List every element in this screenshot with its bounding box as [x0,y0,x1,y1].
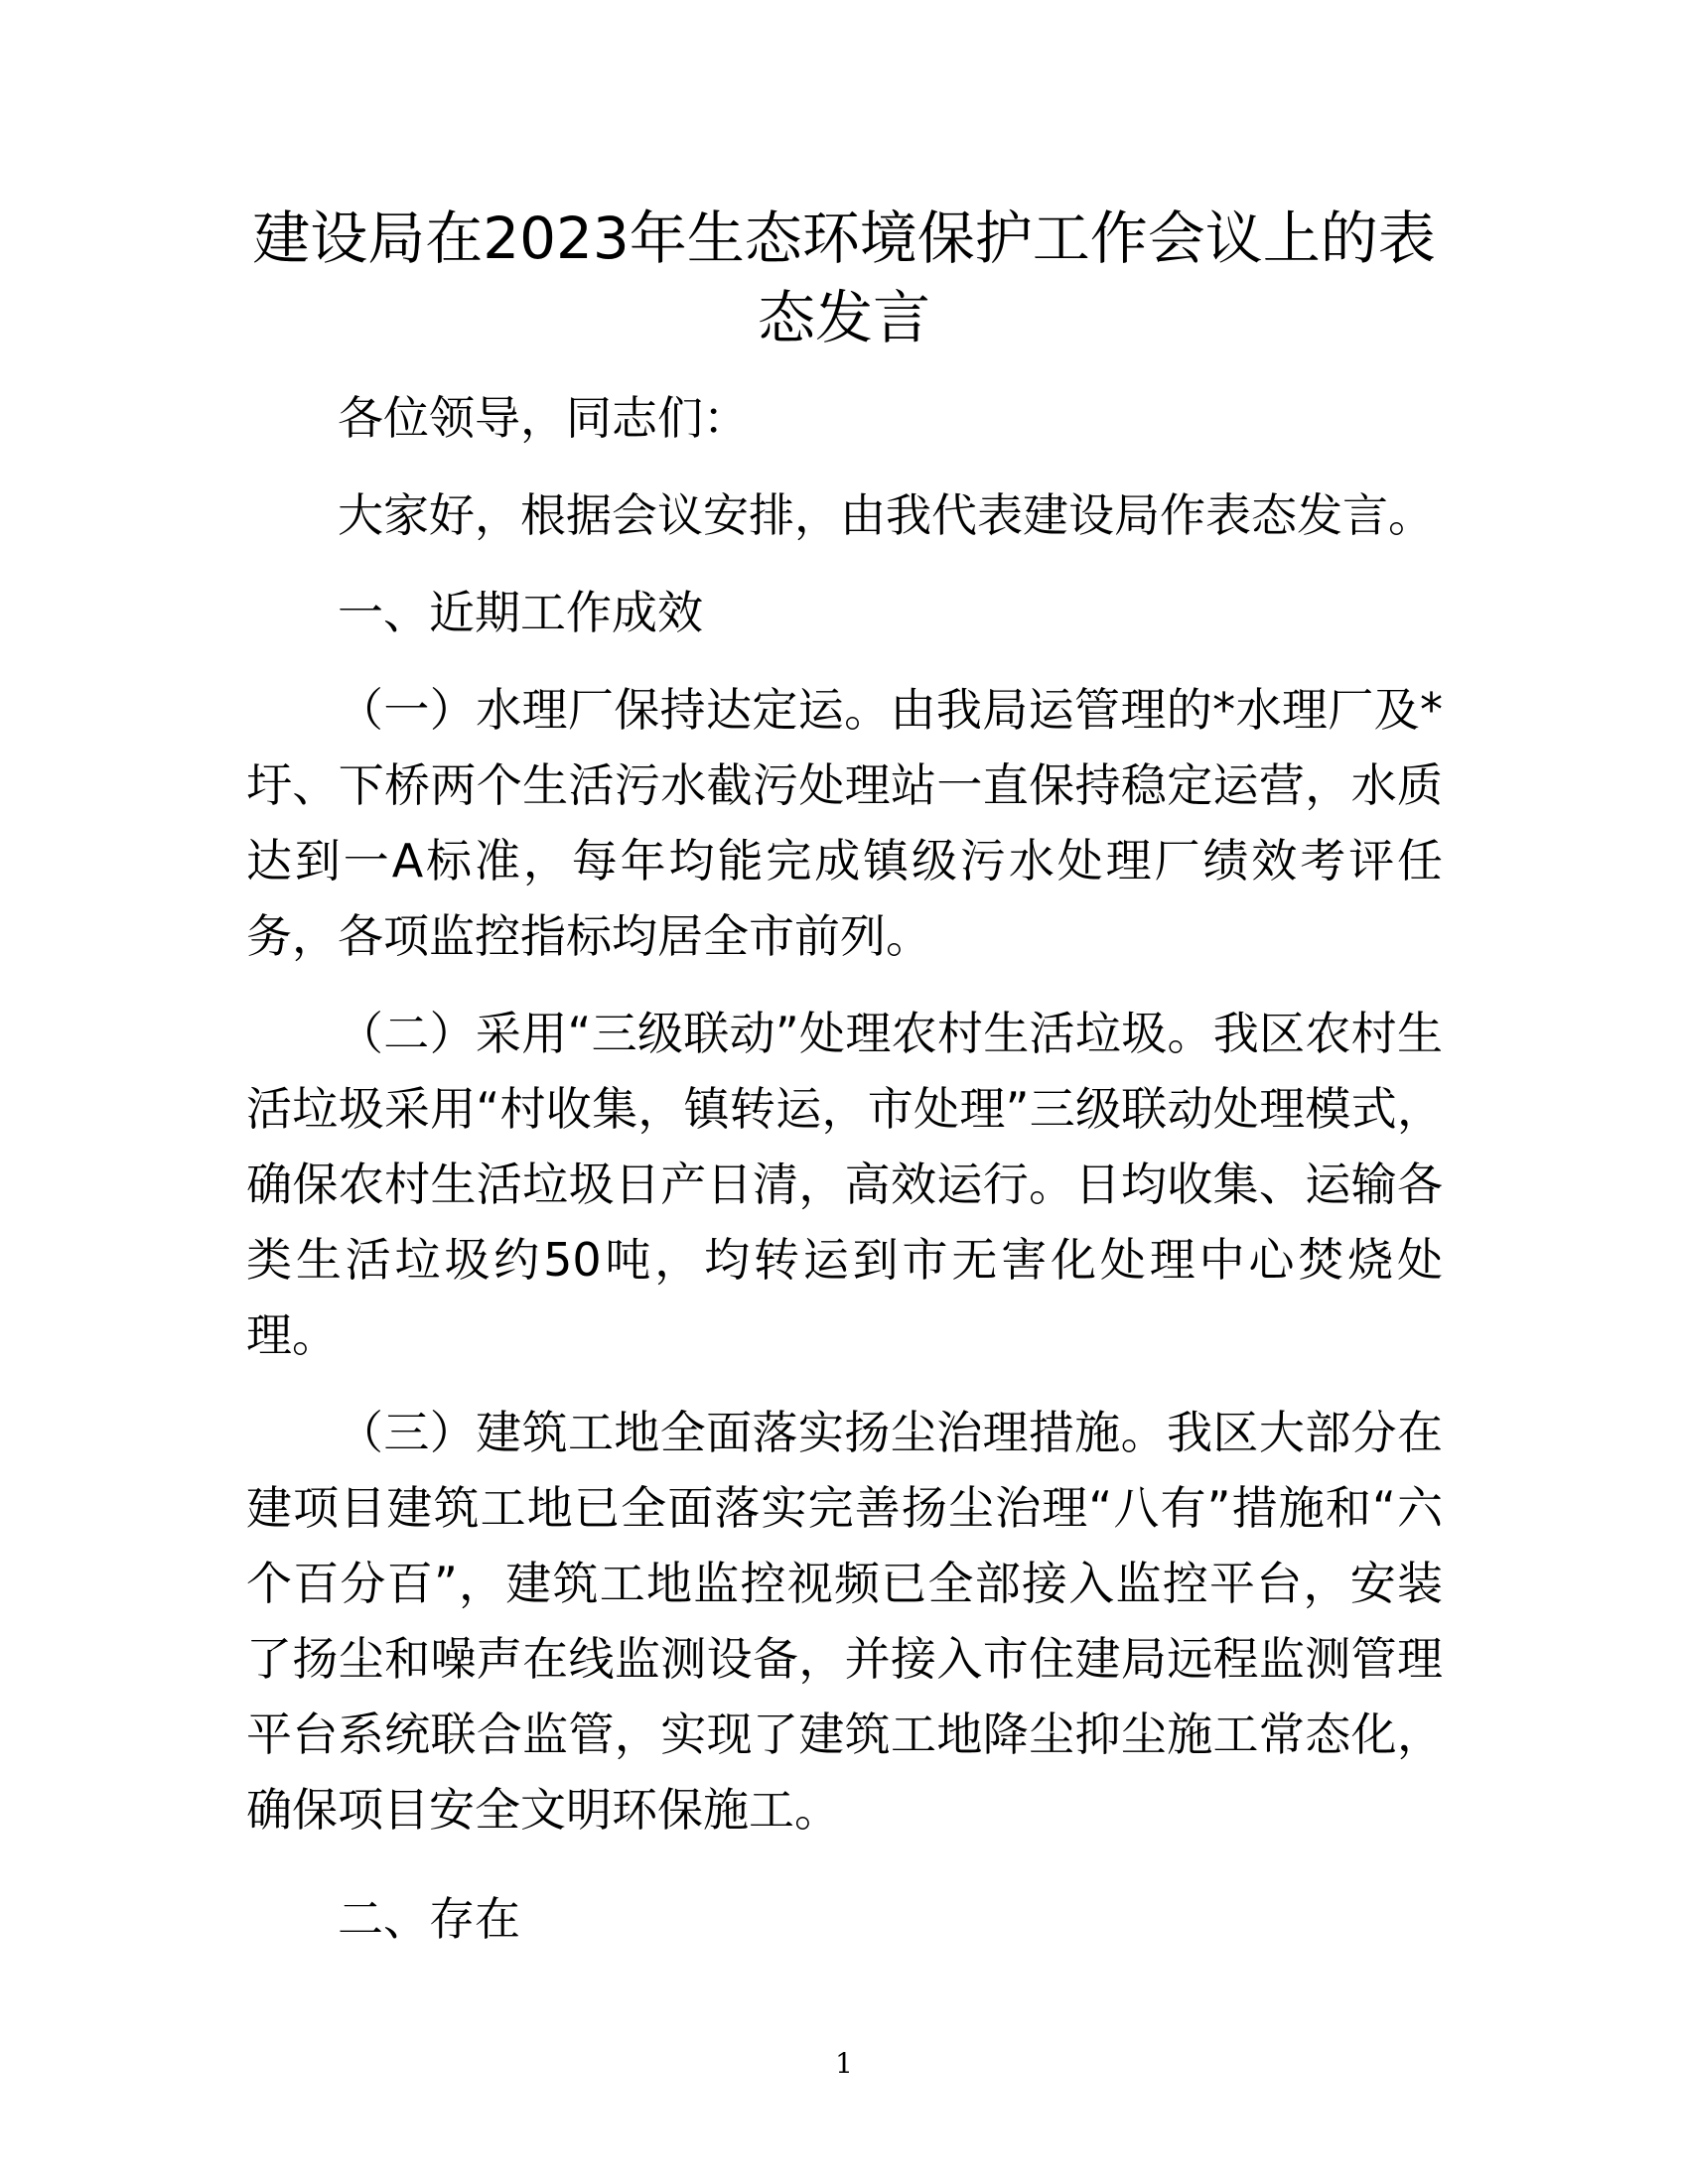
paragraph-2: （二）采用“三级联动”处理农村生活垃圾。我区农村生活垃圾采用“村收集，镇转运，市处理”三级联动处理模式，确保农村生活垃圾日产日清，高效运行。日均收集、运输各类生活垃圾约50吨，均转运到市无害化处理中心焚烧处理。 [246,1007,1443,1362]
document-title: 建设局在2023年生态环境保护工作会议上的表态发言 [252,205,1436,351]
document-body [246,380,1443,1979]
section-heading-2: 二、存在 [338,1892,520,1946]
opening-sentence: 大家好，根据会议安排，由我代表建设局作表态发言。 [338,488,1434,542]
paragraph-1: （一）水理厂保持达定运。由我局运管理的*水理厂及*圩、下桥两个生活污水截污处理站一直保持稳定运营，水质达到一A标准，每年均能完成镇级污水处理厂绩效考评任务，各项监控指标均居全市前列。 [246,683,1443,963]
salutation: 各位领导，同志们： [338,391,749,445]
section-heading-1: 一、近期工作成效 [338,586,703,639]
page-number: 1 [835,2047,853,2080]
paragraph-3: （三）建筑工地全面落实扬尘治理措施。我区大部分在建项目建筑工地已全面落实完善扬尘治理“八有”措施和“六个百分百”，建筑工地监控视频已全部接入监控平台，安装了扬尘和噪声在线监测设备，并接入市住建局远程监测管理平台系统联合监管，实现了建筑工地降尘抑尘施工常态化，确保项目安全文明环保施工。 [246,1406,1443,1837]
